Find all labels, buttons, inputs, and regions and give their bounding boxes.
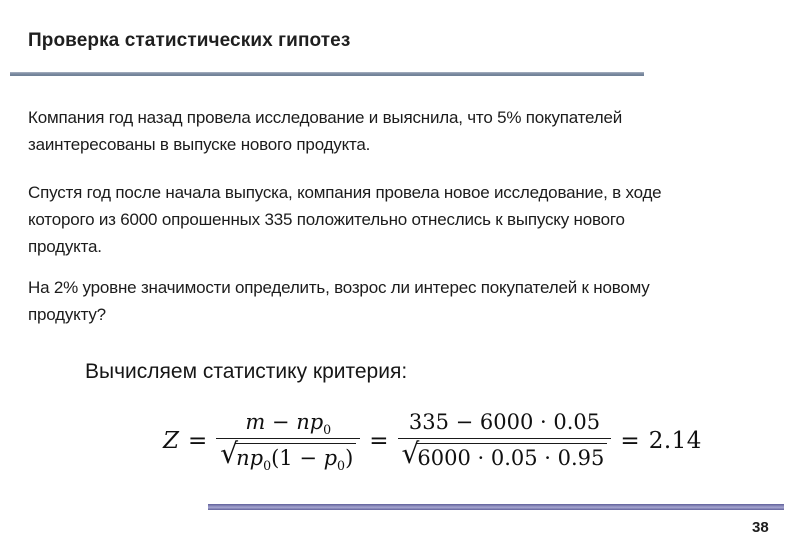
title-underline-rule [10,72,644,76]
paragraph-line: Спустя год после начала выпуска, компания провела новое исследование, в ходе [28,183,662,202]
paren-close: ) [345,446,354,471]
fraction-denominator [398,439,612,472]
formula-lhs-z: Z [163,428,179,455]
fraction-numeric [398,410,612,472]
square-root [220,437,356,474]
paragraph-study-last-year [28,104,622,158]
page-number: 38 [752,519,769,536]
equals-sign: = [620,428,640,455]
subheading-compute-statistic: Вычисляем статистику критерия: [85,360,408,383]
equals-sign: = [369,428,389,455]
paren-open-term: (1 − [271,446,324,471]
formula-z-statistic [163,410,702,472]
fraction-numerator: 335 − 6000 · 0.05 [398,410,612,439]
paragraph-line: продукту? [28,305,106,324]
paragraph-line: продукта. [28,237,102,256]
formula-result: 2.14 [648,428,702,455]
numerator-expression: m − np [245,410,324,434]
footer-rule [208,504,784,510]
paragraph-line: На 2% уровне значимости определить, возрос ли интерес покупателей к новому [28,278,650,297]
subscript-zero: 0 [263,458,272,474]
np-term: np [236,446,264,471]
fraction-numerator [216,410,360,439]
fraction-denominator [216,439,360,472]
subscript-zero: 0 [337,458,346,474]
paragraph-new-study [28,179,661,260]
paragraph-line: заинтересованы в выпуске нового продукта. [28,135,371,154]
equals-sign: = [187,428,208,455]
fraction-symbolic [216,410,360,472]
slide-title: Проверка статистических гипотез [28,30,351,51]
paragraph-line: которого из 6000 опрошенных 335 положительно отнеслись к выпуску нового [28,210,625,229]
radicand: 6000 · 0.05 · 0.95 [416,443,607,471]
radicand [235,443,356,474]
paragraph-question [28,274,650,328]
paragraph-line: Компания год назад провела исследование и выяснила, что 5% покупателей [28,108,623,127]
radical-sign: √ [220,437,239,471]
square-root [401,437,608,471]
radical-sign: √ [401,437,420,471]
subscript-zero: 0 [323,422,332,438]
p-term: p [323,446,338,471]
